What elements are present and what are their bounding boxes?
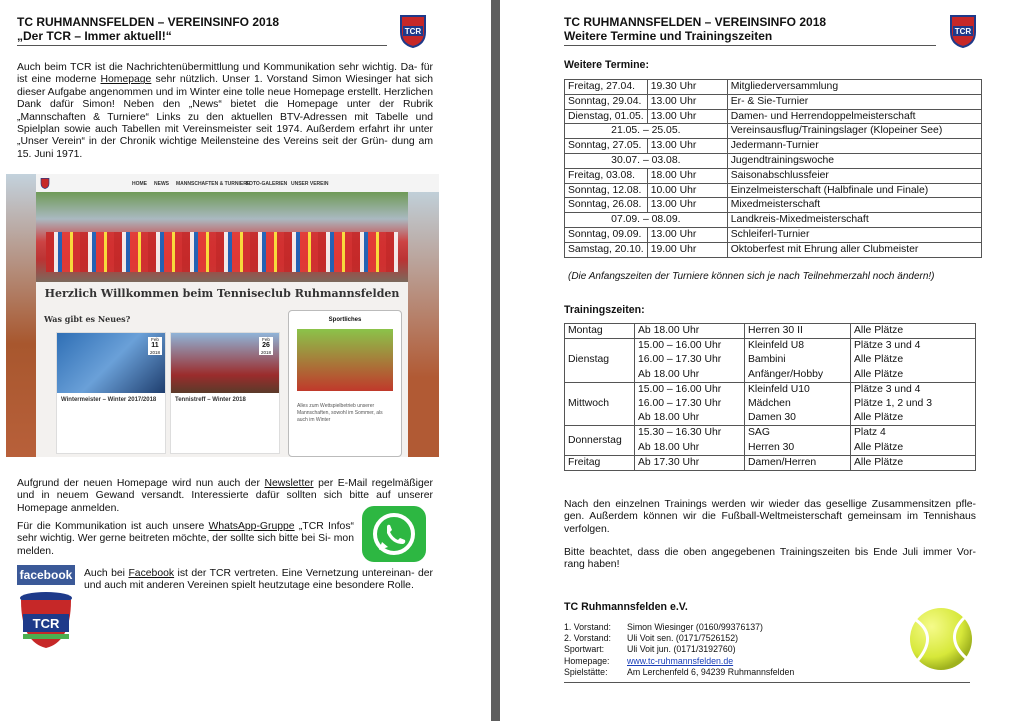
- termine-event: Vereinsausflug/Trainingslager (Klopeiner See): [727, 124, 981, 139]
- footer-divider: [564, 682, 970, 683]
- training-time-line: 15.30 – 16.30 Uhr: [638, 427, 722, 439]
- tcr-logo-icon: [17, 590, 75, 650]
- training-time-line: 15.00 – 16.00 Uhr: [638, 383, 722, 395]
- termine-time: 13.00 Uhr: [647, 198, 727, 213]
- tennis-ball-icon: [908, 606, 974, 672]
- termine-row: [565, 94, 982, 109]
- contact-label: Sportwart:: [564, 644, 605, 655]
- training-row: [565, 324, 976, 339]
- training-group-line: Anfänger/Hobby: [748, 368, 824, 380]
- training-court-line: Alle Plätze: [854, 412, 904, 424]
- termine-event: Mitgliederversammlung: [727, 80, 981, 95]
- nav-news: NEWS: [154, 181, 169, 187]
- termine-note: (Die Anfangszeiten der Turniere können sich je nach Teilnehmerzahl noch ändern!): [568, 271, 935, 282]
- training-group-line: Damen/Herren: [748, 456, 817, 468]
- training-time-line: Ab 18.00 Uhr: [638, 441, 700, 453]
- page-gutter: [491, 0, 500, 721]
- training-group-line: Damen 30: [748, 412, 796, 424]
- contact-value: Simon Wiesinger (0160/99376137): [627, 622, 763, 632]
- termine-row: [565, 139, 982, 154]
- termine-event: Schleiferl-Turnier: [727, 227, 981, 242]
- right-page: [500, 0, 1024, 721]
- contact-value: Uli Voit jun. (0171/3192760): [627, 644, 736, 655]
- svg-text:TCR: TCR: [954, 27, 972, 36]
- termine-row: [565, 153, 982, 168]
- termine-date: Sonntag, 26.08.: [565, 198, 648, 213]
- homepage-nav: [36, 174, 439, 192]
- contact-row: [564, 667, 894, 678]
- training-row: [565, 455, 976, 470]
- homepage-screenshot: [6, 174, 439, 457]
- training-row: [565, 339, 976, 383]
- termine-date: Samstag, 20.10.: [565, 242, 648, 257]
- termine-event: Jugendtrainingswoche: [727, 153, 981, 168]
- termine-date-range: 30.07. – 03.08.: [565, 153, 728, 168]
- facebook-icon: facebook: [17, 565, 75, 585]
- termine-time: 19.30 Uhr: [647, 80, 727, 95]
- homepage-welcome: Herzlich Willkommen beim Tenniseclub Ruhmannsfelden: [44, 287, 400, 300]
- termine-time: 10.00 Uhr: [647, 183, 727, 198]
- termine-time: 18.00 Uhr: [647, 168, 727, 183]
- training-time: [635, 426, 745, 455]
- termine-row: [565, 109, 982, 124]
- training-time: [635, 339, 745, 383]
- termine-date: Dienstag, 01.05.: [565, 109, 648, 124]
- training-group: [745, 455, 851, 470]
- termine-event: Mixedmeisterschaft: [727, 198, 981, 213]
- training-group-line: Herren 30 II: [748, 325, 803, 336]
- termine-date: Sonntag, 09.09.: [565, 227, 648, 242]
- homepage-news-heading: Was gibt es Neues?: [44, 314, 131, 324]
- training-group-line: Herren 30: [748, 441, 795, 453]
- header-title: TC RUHMANNSFELDEN – VEREINSINFO 2018: [17, 15, 280, 29]
- training-time-line: 16.00 – 17.30 Uhr: [638, 354, 722, 366]
- training-time-line: 15.00 – 16.00 Uhr: [638, 340, 722, 352]
- training-court: [851, 339, 976, 383]
- termine-date: Sonntag, 27.05.: [565, 139, 648, 154]
- training-court-line: Alle Plätze: [854, 456, 904, 468]
- homepage-link[interactable]: Homepage: [100, 74, 152, 86]
- whatsapp-paragraph: Für die Kommunikation ist auch unsere WhatsApp-Gruppe „TCR Infos“ sehr wichtig. Wer gerne beitreten möchte, der sollte sich bitte bei Si- mon melden.: [17, 521, 354, 557]
- homepage-news-card: Feb 26 2018 Tennistreff – Winter 2018: [170, 332, 280, 454]
- nav-verein: UNSER VEREIN: [291, 181, 329, 187]
- termine-row: [565, 168, 982, 183]
- contact-label: 2. Vorstand:: [564, 633, 611, 644]
- termine-date: Freitag, 03.08.: [565, 168, 648, 183]
- training-title: Trainingszeiten:: [564, 304, 645, 316]
- training-group: [745, 426, 851, 455]
- training-time-line: 16.00 – 17.30 Uhr: [638, 398, 722, 410]
- homepage-sidebar-card: Sportliches Alles zum Wettspielbetrieb unserer Mannschaften, sowohl im Sommer, als auch im Winter: [288, 310, 402, 457]
- termine-event: Damen- und Herrendoppelmeisterschaft: [727, 109, 981, 124]
- svg-text:TCR: TCR: [404, 27, 422, 36]
- whatsapp-icon: [362, 506, 426, 562]
- training-group: [745, 339, 851, 383]
- training-day: Mittwoch: [565, 382, 635, 426]
- contact-label: Homepage:: [564, 655, 610, 666]
- contact-row: [564, 622, 894, 633]
- termine-time: 19.00 Uhr: [647, 242, 727, 257]
- termine-date: Freitag, 27.04.: [565, 80, 648, 95]
- training-time-line: Ab 18.00 Uhr: [638, 368, 700, 380]
- header-subtitle: Weitere Termine und Trainingszeiten: [564, 29, 773, 43]
- tcr-logo-icon: [398, 12, 428, 48]
- termine-title: Weitere Termine:: [564, 59, 649, 71]
- training-court: [851, 382, 976, 426]
- termine-time: 13.00 Uhr: [647, 109, 727, 124]
- training-court-line: Alle Plätze: [854, 368, 904, 380]
- contact-label: Spielstätte:: [564, 666, 608, 677]
- termine-row: [565, 198, 982, 213]
- training-time-line: Ab 18.00 Uhr: [638, 412, 700, 424]
- contact-row: [564, 644, 894, 655]
- training-court-line: Alle Plätze: [854, 354, 904, 366]
- training-court-line: Platz 4: [854, 427, 886, 439]
- training-time: [635, 324, 745, 339]
- contact-value: Uli Voit sen. (0171/7526152): [627, 633, 739, 644]
- nav-mannschaften: MANNSCHAFTEN & TURNIERE: [176, 181, 251, 187]
- training-group-line: Mädchen: [748, 398, 791, 410]
- tcr-logo-icon: [40, 177, 50, 189]
- training-time-line: Ab 17.30 Uhr: [638, 456, 700, 468]
- termine-row: [565, 227, 982, 242]
- training-group-line: Kleinfeld U8: [748, 340, 805, 352]
- termine-date-range: 21.05. – 25.05.: [565, 124, 728, 139]
- termine-row: [565, 242, 982, 257]
- training-day: Montag: [565, 324, 635, 339]
- training-court-line: Alle Plätze: [854, 325, 904, 336]
- termine-date: Sonntag, 12.08.: [565, 183, 648, 198]
- termine-row: [565, 213, 982, 228]
- termine-row: [565, 124, 982, 139]
- newsletter-paragraph: Aufgrund der neuen Homepage wird nun auch der Newsletter per E-Mail regelmäßiger und in neuem Gewand versandt. Interessierte dafür sollten sich bitte auf unserer Homepage anmelden.: [17, 478, 433, 514]
- termine-event: Landkreis-Mixedmeisterschaft: [727, 213, 981, 228]
- facebook-link[interactable]: Facebook: [128, 568, 175, 579]
- training-group-line: SAG: [748, 427, 770, 439]
- nav-home: HOME: [132, 181, 147, 187]
- training-court-line: Plätze 3 und 4: [854, 340, 921, 352]
- training-time: [635, 455, 745, 470]
- header-divider: [17, 45, 387, 46]
- newsletter-link[interactable]: Newsletter: [264, 478, 314, 489]
- termine-table: [564, 79, 982, 258]
- club-name: TC Ruhmannsfelden e.V.: [564, 601, 688, 613]
- training-court: [851, 324, 976, 339]
- termine-time: 13.00 Uhr: [647, 94, 727, 109]
- left-page: [0, 0, 491, 721]
- training-day: Donnerstag: [565, 426, 635, 455]
- termine-event: Saisonabschlussfeier: [727, 168, 981, 183]
- training-court-line: Plätze 3 und 4: [854, 383, 921, 395]
- training-group: [745, 382, 851, 426]
- termine-event: Oktoberfest mit Ehrung aller Clubmeister: [727, 242, 981, 257]
- contact-row: [564, 633, 894, 644]
- contact-label: 1. Vorstand:: [564, 622, 611, 632]
- training-day: Freitag: [565, 455, 635, 470]
- homepage-banner: [36, 192, 408, 282]
- training-court: [851, 455, 976, 470]
- header-title: TC RUHMANNSFELDEN – VEREINSINFO 2018: [564, 15, 827, 29]
- intro-paragraph: Auch beim TCR ist die Nachrichtenübermittlung und Kommunikation sehr wichtig. Da- für ist eine moderne Homepage sehr nützlich. Unser 1. Vorstand Simon Wiesinger hat sich dieser Aufgabe angenommen und im Winter eine tolle neue Homepage erstellt. Herzlichen Dank dafür Simon! Neben den „News“ bietet die Homepage unter der Rubrik „Mannschaften & Turniere“ Links zu den aktuellen BTV-Adressen mit Tabelle und Spielplan sowie auch Tabellen mit Vereinsmeister seit 1974. Außerdem erfahrt ihr unter „Unser Verein“ in der Chronik wichtige Meilensteine des Vereins seit der Grün- dung am 15. Juni 1971.: [17, 62, 433, 160]
- termine-date: Sonntag, 29.04.: [565, 94, 648, 109]
- contact-value: Am Lerchenfeld 6, 94239 Ruhmannsfelden: [627, 666, 795, 677]
- tcr-logo-icon: [948, 12, 978, 48]
- training-row: [565, 382, 976, 426]
- homepage-url-link[interactable]: www.tc-ruhmannsfelden.de: [627, 655, 734, 666]
- training-court-line: Plätze 1, 2 und 3: [854, 398, 932, 410]
- training-table: [564, 323, 976, 471]
- training-group-line: Bambini: [748, 354, 786, 366]
- training-day: Dienstag: [565, 339, 635, 383]
- termine-date-range: 07.09. – 08.09.: [565, 213, 728, 228]
- closing-paragraph-2: Bitte beachtet, dass die oben angegebenen Trainingszeiten bis Ende Juli immer Vor- rang haben!: [564, 547, 976, 571]
- training-time: [635, 382, 745, 426]
- facebook-paragraph: Auch bei Facebook ist der TCR vertreten. Eine Vernetzung untereinan- der und auch mit anderen Vereinen spielt heutzutage eine besondere Rolle.: [84, 568, 434, 592]
- header-divider: [564, 45, 936, 46]
- training-row: [565, 426, 976, 455]
- contact-list: [564, 622, 894, 682]
- training-group: [745, 324, 851, 339]
- whatsapp-link[interactable]: WhatsApp-Gruppe: [208, 521, 295, 532]
- training-group-line: Kleinfeld U10: [748, 383, 810, 395]
- termine-time: 13.00 Uhr: [647, 139, 727, 154]
- header-subtitle: „Der TCR – Immer aktuell!“: [17, 29, 172, 43]
- nav-fotos: FOTO-GALERIEN: [246, 181, 288, 187]
- contact-row: [564, 656, 894, 667]
- termine-event: Jedermann-Turnier: [727, 139, 981, 154]
- svg-text:TCR: TCR: [32, 616, 60, 631]
- closing-paragraph-1: Nach den einzelnen Trainings werden wir wieder das gesellige Zusammensitzen pfle- gen. Außerdem können wir die Fußball-Weltmeisterschaft gemeinsam im Tennishaus verfolgen.: [564, 499, 976, 535]
- termine-row: [565, 80, 982, 95]
- termine-time: 13.00 Uhr: [647, 227, 727, 242]
- termine-row: [565, 183, 982, 198]
- termine-event: Einzelmeisterschaft (Halbfinale und Finale): [727, 183, 981, 198]
- training-time-line: Ab 18.00 Uhr: [638, 325, 700, 336]
- training-court: [851, 426, 976, 455]
- training-court-line: Alle Plätze: [854, 441, 904, 453]
- termine-event: Er- & Sie-Turnier: [727, 94, 981, 109]
- homepage-news-card: Feb 11 2018 Wintermeister – Winter 2017/2018: [56, 332, 166, 454]
